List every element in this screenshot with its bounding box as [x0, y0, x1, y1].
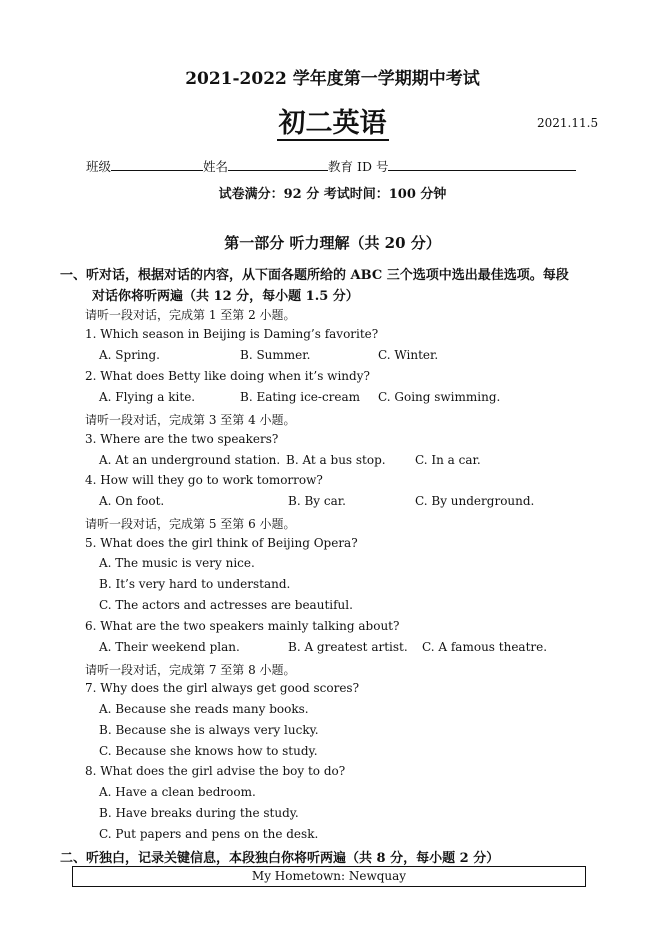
question-7: 7. Why does the girl always get good scores?: [85, 681, 360, 695]
q6-option-b[interactable]: B. A greatest artist.: [288, 640, 408, 654]
hometown-table-header: [72, 866, 586, 887]
q4-option-c[interactable]: C. By underground.: [415, 494, 535, 508]
question-5: 5. What does the girl think of Beijing Opera?: [85, 536, 358, 550]
q3-option-a[interactable]: A. At an underground station.: [99, 453, 281, 467]
q6-option-c[interactable]: C. A famous theatre.: [422, 640, 548, 654]
q7-option-b[interactable]: B. Because she is always very lucky.: [99, 723, 319, 737]
name-label: 姓名: [203, 159, 229, 174]
instruction-3-4: 请听一段对话，完成第 3 至第 4 小题。: [85, 413, 296, 427]
exam-title: 2021-2022 学年度第一学期期中考试: [185, 69, 480, 89]
subject-text: 初二英语: [278, 108, 387, 139]
class-label: 班级: [86, 159, 112, 174]
q5-option-c[interactable]: C. The actors and actresses are beautiful.: [99, 598, 353, 612]
q5-option-b[interactable]: B. It’s very hard to understand.: [99, 577, 291, 591]
q1-option-b[interactable]: B. Summer.: [240, 348, 311, 362]
instruction-7-8: 请听一段对话，完成第 7 至第 8 小题。: [85, 663, 296, 677]
q7-option-c[interactable]: C. Because she knows how to study.: [99, 744, 318, 758]
class-blank[interactable]: [111, 158, 203, 171]
part-title: 第一部分 听力理解（共 20 分）: [224, 234, 441, 252]
edu-id-blank[interactable]: [388, 158, 576, 171]
question-1: 1. Which season in Beijing is Daming’s favorite?: [85, 327, 379, 341]
q4-option-a[interactable]: A. On foot.: [99, 494, 165, 508]
q6-option-a[interactable]: A. Their weekend plan.: [99, 640, 240, 654]
q8-option-b[interactable]: B. Have breaks during the study.: [99, 806, 299, 820]
instruction-5-6: 请听一段对话，完成第 5 至第 6 小题。: [85, 517, 296, 531]
q4-option-b[interactable]: B. By car.: [288, 494, 346, 508]
q1-option-a[interactable]: A. Spring.: [99, 348, 160, 362]
q1-option-c[interactable]: C. Winter.: [378, 348, 439, 362]
q3-option-b[interactable]: B. At a bus stop.: [286, 453, 386, 467]
q3-option-c[interactable]: C. In a car.: [415, 453, 481, 467]
q5-option-a[interactable]: A. The music is very nice.: [99, 556, 255, 570]
q7-option-a[interactable]: A. Because she reads many books.: [99, 702, 309, 716]
question-2: 2. What does Betty like doing when it’s windy?: [85, 369, 370, 383]
hometown-table-title: My Hometown: Newquay: [251, 869, 407, 883]
question-3: 3. Where are the two speakers?: [85, 432, 279, 446]
section2-heading: 二、听独白，记录关键信息，本段独白你将听两遍（共 8 分，每小题 2 分）: [60, 851, 500, 866]
question-6: 6. What are the two speakers mainly talking about?: [85, 619, 400, 633]
name-blank[interactable]: [228, 158, 328, 171]
exam-date: 2021.11.5: [537, 116, 599, 130]
section1-heading-line1: 一、听对话，根据对话的内容，从下面各题所给的 ABC 三个选项中选出最佳选项。每段: [60, 268, 569, 283]
q2-option-a[interactable]: A. Flying a kite.: [99, 390, 196, 404]
q8-option-c[interactable]: C. Put papers and pens on the desk.: [99, 827, 319, 841]
edu-id-label: 教育 ID 号: [328, 159, 389, 174]
question-8: 8. What does the girl advise the boy to do?: [85, 764, 346, 778]
q2-option-b[interactable]: B. Eating ice-cream: [240, 390, 361, 404]
q8-option-a[interactable]: A. Have a clean bedroom.: [99, 785, 256, 799]
q2-option-c[interactable]: C. Going swimming.: [378, 390, 501, 404]
exam-meta: 试卷满分：92 分 考试时间：100 分钟: [218, 187, 447, 202]
instruction-1-2: 请听一段对话，完成第 1 至第 2 小题。: [85, 308, 296, 322]
question-4: 4. How will they go to work tomorrow?: [85, 473, 323, 487]
student-info-line: [86, 157, 576, 175]
section1-heading-line2: 对话你将听两遍（共 12 分，每小题 1.5 分）: [92, 289, 359, 304]
